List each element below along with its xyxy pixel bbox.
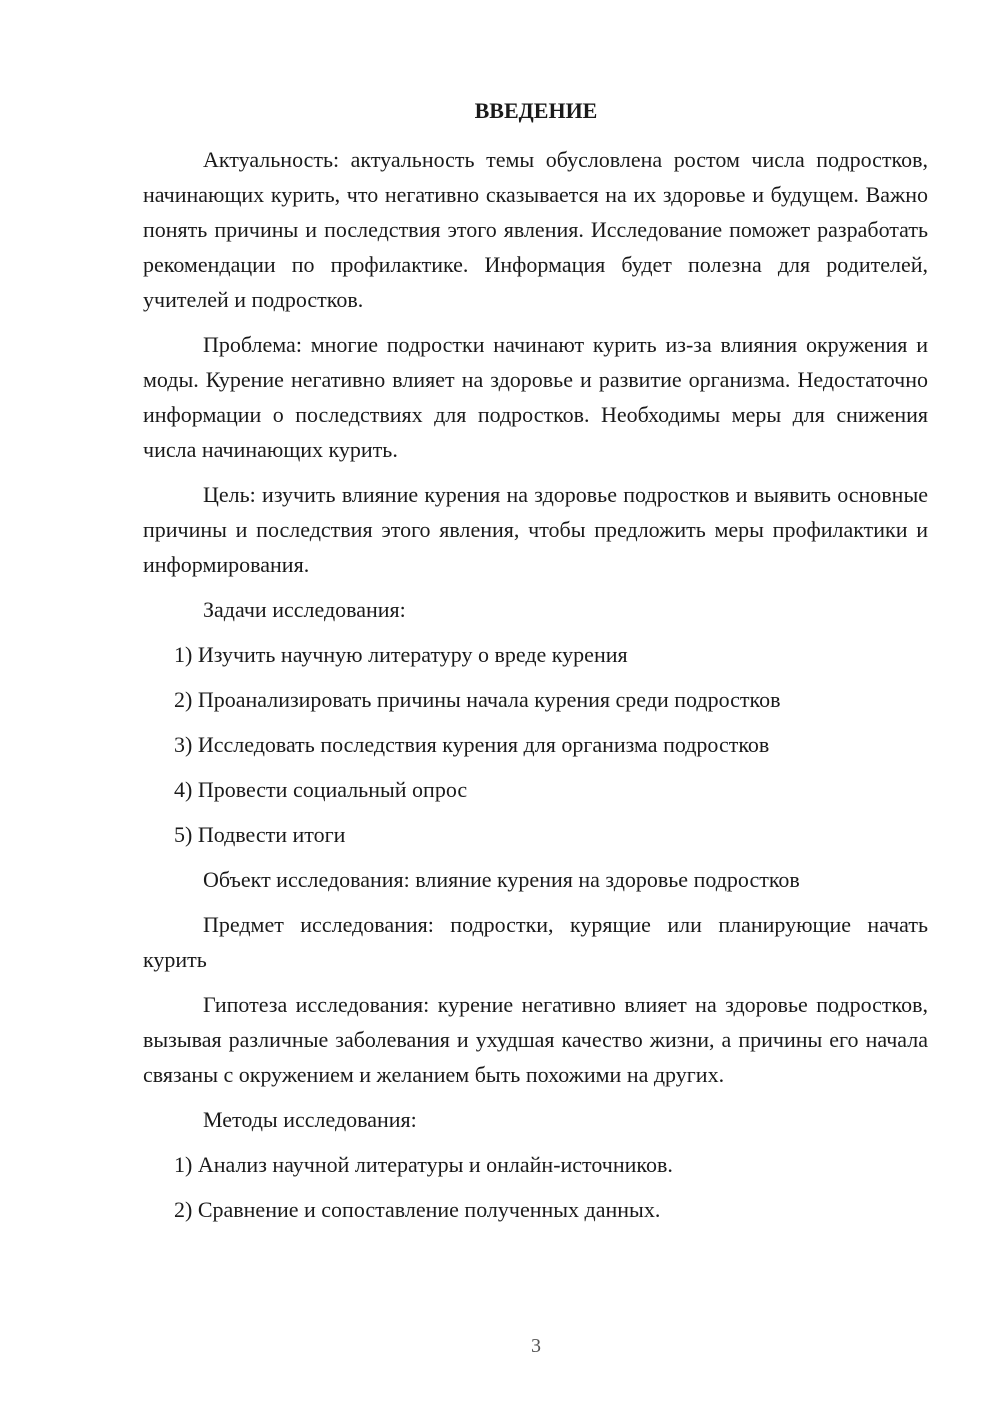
methods-title: Методы исследования: <box>203 1107 417 1132</box>
research-object: Объект исследования: влияние курения на здоровье подростков <box>203 867 800 892</box>
tasks-title: Задачи исследования: <box>203 597 406 622</box>
list-item: 5) Подвести итоги <box>174 822 346 847</box>
paragraph-problem: Проблема: многие подростки начинают курить из-за влияния окружения и моды. Курение негативно влияет на здоровье и развитие организма. Недостаточно информации о последствиях для подростков. Необходимы меры для снижения числа начинающих курить. <box>143 332 928 462</box>
research-hypothesis: Гипотеза исследования: курение негативно влияет на здоровье подростков, вызывая различные заболевания и ухудшая качество жизни, а причины его начала связаны с окружением и желанием быть похожими на других. <box>143 992 928 1087</box>
list-item: 3) Исследовать последствия курения для организма подростков <box>174 732 770 757</box>
list-item: 4) Провести социальный опрос <box>174 777 468 802</box>
document-body <box>143 142 928 1237</box>
list-item: 1) Изучить научную литературу о вреде курения <box>174 642 628 667</box>
research-subject: Предмет исследования: подростки, курящие или планирующие начать курить <box>143 912 928 972</box>
methods-list <box>143 1147 928 1227</box>
section-heading: ВВЕДЕНИЕ <box>474 98 598 123</box>
paragraph-relevance: Актуальность: актуальность темы обусловлена ростом числа подростков, начинающих курить, что негативно сказывается на их здоровье и будущем. Важно понять причины и последствия этого явления. Исследование поможет разработать рекомендации по профилактике. Информация будет полезна для родителей, учителей и подростков. <box>143 147 928 312</box>
list-item: 2) Сравнение и сопоставление полученных данных. <box>174 1197 661 1222</box>
tasks-list <box>143 637 928 852</box>
page-number: 3 <box>531 1335 541 1357</box>
list-item: 2) Проанализировать причины начала курения среди подростков <box>174 687 781 712</box>
list-item: 1) Анализ научной литературы и онлайн-источников. <box>174 1152 673 1177</box>
paragraph-goal: Цель: изучить влияние курения на здоровье подростков и выявить основные причины и последствия этого явления, чтобы предложить меры профилактики и информирования. <box>143 482 928 577</box>
